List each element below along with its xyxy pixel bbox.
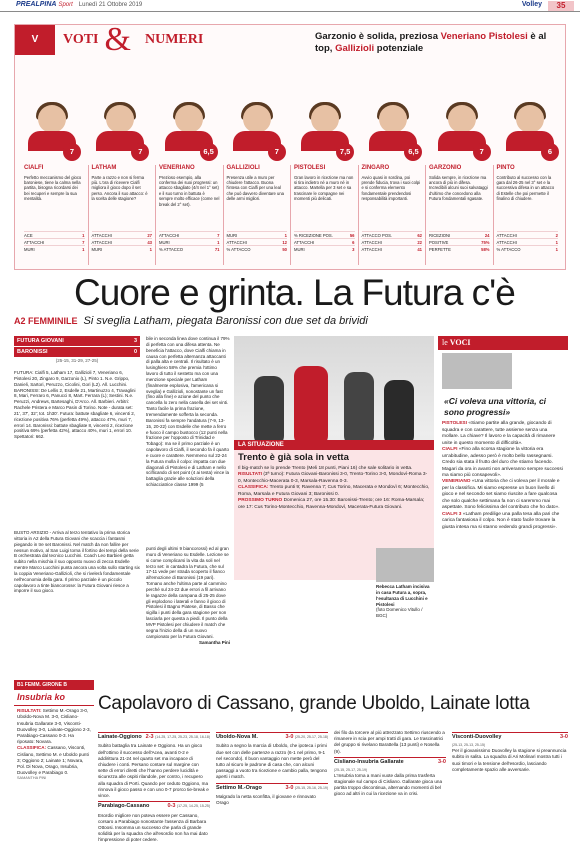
player-column xyxy=(21,165,89,265)
player-photo xyxy=(160,99,218,149)
player-stat: % ATTACCO 1 xyxy=(496,247,558,252)
player-name: GARZONIO xyxy=(429,165,462,171)
player-stat: ATTACCHI 2 xyxy=(496,232,558,238)
player-photo xyxy=(228,99,286,149)
player-name: GALLIZIOLI xyxy=(226,165,260,171)
voti-label: VOTI xyxy=(63,32,99,48)
player-vote-badge: 6 xyxy=(541,143,559,161)
situation-title: Trento è già sola in vetta xyxy=(238,452,349,463)
player-stat: MURI 1 xyxy=(24,247,85,252)
player-name: ZINGARO xyxy=(361,165,390,171)
article-kicker xyxy=(14,315,569,329)
brand-sub: Sport xyxy=(58,1,73,8)
player-name: LATHAM xyxy=(91,165,117,171)
player-stat: ATTACCO POS. 62 xyxy=(361,232,422,238)
voci-body: PISTOLESI «Siamo partite alla grande, giocando di squadra e con carattere, tutte assieme senza una mollare. La chiave? Il lavoro e la capacità di rimanere unite in questo momento di difficoltà». CIALFI «Fino alla scorsa stagione la vittoria era un'abitudine, adesso però è molto bello rassegnarsi. Credo sia stata il frutto del duro che stiamo facendo. Magari da ora in avanti non arriveranno sempre successi ma siamo più consapevoli». VENERIANO «Una vittoria che ci voleva per il morale e per la classifica. Mi siamo espresse un buon livello di gioco e nel secondo set siamo riuscite a fare qualcosa che solo qualche settimana fa non ci saremmo mai aspettate. Sono felicissima del contributo che ho dato». CIALFI 3 «Latham predilige una palla tesa alla pari che carica fantasiosa il colpo. Non è stato facile trovare la giusta intesa ma si stanno vedendo grandi progressi». xyxy=(442,421,563,530)
player-stat: PERFETTE 58% xyxy=(429,247,490,252)
player-vote-badge: 7 xyxy=(63,143,81,161)
score-row: FUTURA GIOVANI 3 xyxy=(14,336,140,346)
player-stat: MURI 1 xyxy=(91,247,152,252)
player-photo xyxy=(364,99,422,149)
girone-b-box xyxy=(14,680,94,834)
caption-photo xyxy=(376,548,434,582)
bottom-col1: Lainate-Oggiono 2-3 (14-25, 17-25, 25-23, 25-18, 16-18) Subito battaglia tra Lainate e Oggiono. Ha un gioco dell'ottimo il successo dell'Acea, avanti 0-2 e addirittura 21-24 nel quarto set ma incapace di chiudere i conti. Persano contare sul margine con sette di errori diretti che l'hanno perdere lucidità e sicurezza alle ospiti rilandole, per contro, i recupero alla squadra di Porti. Quando per ceduto Oggiono, ma rinnova il gioco passo e con uno 0-7 prorco tie-break e vince. Parabiago-Cassano 0-3 (17-25, 14-25, 15-25) Esordio migliore non poteva essere per Cassano, corsaro a Parabiago nonostante l'assenza di Barbara Ottoosi. Insomma un successo che parla di grande solidità per la squadra che all'esordio non ha mai dato l'impressione di poter cedere. xyxy=(98,734,210,843)
match-header: Parabiago-Cassano 0-3 (17-25, 14-25, 15-25) xyxy=(98,803,210,810)
player-column xyxy=(291,165,359,265)
voci-photo xyxy=(442,353,512,389)
article-col1: BUSTO ARSIZIO - Arriva al terzo tentativo la prima storica vittoria in A2 della Futura Giovani che scaccia i fantasmi piegando in tre set Baronissi. Nel match da non fallire per nessun motivo, al San Luigi torna il fortino dei tempi della serie B orchestrata dal tecnico Lucchini. Coach Leo Barbieri getta subito nella mischia il suo opposto nuovo di zecca Esdelle mentre Marco Lucchini punta ancora una volta sullo starting six la coppia Veneriano-Gallizioli, che si rivelerà fondamentale nell'economia della gara. Il primo parziale è un piccolo capolavoro a tinte biancorosse: la Futura Giovani riesce a imporre il suo gioco. xyxy=(14,530,140,594)
player-stat: ATTACCHI 1 xyxy=(496,239,558,245)
match-header: Settimo M.-Orago 3-0 (25-15, 25-16, 25-19) xyxy=(216,784,328,791)
voti-headline: Garzonio è solida, preziosa Veneriano Pistolesi è al top, Gallizioli potenziale xyxy=(315,31,547,54)
player-column xyxy=(156,165,224,265)
player-stat: ATTACCHI 12 xyxy=(226,239,287,245)
player-vote-badge: 7 xyxy=(268,143,286,161)
player-name: CIALFI xyxy=(24,165,44,171)
player-column xyxy=(494,165,562,265)
player-photo xyxy=(91,99,149,149)
lineups-text: FUTURA: Cialfi 5, Latham 17, Gallizioli 7, Veneriano 6, Pistolesi 20, Zingaro 9, Garzonio (L), Pinto 1. N.e. Grippo, Danieli, Sartori, Peruzzo, Cicolini, Gori (L2). All. Lucchini. BARONISSI: De Lellis 2, Esdelle 21, Martinuzzo 4, Travaglini 8, Mari, Ferraro 6, Panucci 8, Mart. Ferrara (L); Sestini. N.e. Peruzzi, Andrews, Bartesaghi, D'Arco. All. Barbieri. Arbitri: Rachele Pristera e Marco Pasin di Torino. Note - durata set: 21', 37', 32'; tot. 1h30'. Futura: battute sbagliate 6, vincenti 2, ricezione positiva 76% (perfetta 49%), attacco 47%, muri 7, errori 14. Baronissi: battute sbagliate 8, vincenti 2, ricezione positiva 69% (perfetta 42%), attacco 40%, muri 1, errori 10. Spettatori: 662. xyxy=(14,370,136,440)
numeri-label: NUMERI xyxy=(144,32,204,48)
photo-caption: Rebecca Latham incisiva in casa Futura a, sopra, l'esultanza di Lucchini e Pistolesi (foto Domenico Vitullo / BGC) xyxy=(376,584,430,619)
player-vote-badge: 7 xyxy=(131,143,149,161)
situation-head: LA SITUAZIONE xyxy=(234,440,434,450)
issue-date: Lunedì 21 Ottobre 2019 xyxy=(78,1,143,8)
player-stat: ATTACCHI 7 xyxy=(24,239,85,245)
player-stat: ATTACCHI 22 xyxy=(361,239,422,245)
player-stat: ATTACCHI 6 xyxy=(294,239,355,245)
article-title: Cuore e grinta. La Futura c'è xyxy=(74,272,515,313)
article-col2: bile in seconda linea dove continua il 79% di perfetta con una difesa attenta. Ne beneficia l'attacco, dove Cialfi chiama in causa con perfetta alternanza attaccanti di palla alta e centrali. Il risultato è un lusinghiero 58% che premia l'ottimo lavoro di tutto il sestetto ma con una menzione speciale per Latham (finalmente esplosiva, l'americana si sveglia) e Gallizioli, nonostante un fast (fino alla fine) e azione del punto che cancella lo zero nella casella dei set vinti. Tanto facile la prima frazione, tremendamente sofferta la seconda. Baronissi fa sempre l'andatura (7-9, 13-15, 20-22) con Esdelle che mette a ferro e fuoco il campo bustocco (12 punti nella frazione per l'opposto di Trinidad e Tobago): ma se il primo parziale è un capolavoro di Cialfi, il secondo fa il quarto e cuore e carattere. Nemmeno sul 22-24 la Futura molla il colpo: impatta con due diagonali di Pistolesi e di Latham e nello sciflicando di set point (4 ai testa) vince la battaglia grazie alle soluzioni della schiacciatrice classe 1999 (5 xyxy=(146,336,230,488)
girone-title: Insubria ko xyxy=(14,690,94,706)
player-comment: Avvio quasi in sordina, poi prende fiducia, trova i suoi colpi e si conferma elemento fondamentale prendendosi responsabilità importanti. xyxy=(361,174,421,202)
voti-title xyxy=(15,20,285,58)
article-col3: punti degli ultimi 9 biancorossi) ed al gran muro di Veneriano su Esdelle. Lezione se si come complicarsi la vita da soli nel terzo set: in cantadra la Futura, che sul 17-11 vede per strada scoperto il fianco all'emozione di Baronissi (19 pari). Tornano anche l'ultima parte al cammino perché sul 24-22 due errori a fil arrivano le ragazze della campana di 25-25 dove gli esplodono i laterali e fanno il gioco di Pistolesi il Bagno Piatese, di Basso che sigilla i punti della gara stagione per non lasciarla per questa a piedi. Il punto della MVP Pistolesi per chiudere il match che segna l'inizio della di un nuovo campionato per la Futura Giovani. Samantha Pini xyxy=(146,546,230,645)
girone-head: B1 FEMM. GIRONE B xyxy=(14,681,94,690)
player-stat: POSITIVE 75% xyxy=(429,239,490,245)
player-column xyxy=(359,165,427,265)
player-name: PINTO xyxy=(496,165,515,171)
kicker-subtitle: Si sveglia Latham, piegata Baronissi con due set da brividi xyxy=(83,315,368,327)
player-vote-badge: 6,5 xyxy=(404,143,422,161)
player-photo xyxy=(433,99,491,149)
player-columns xyxy=(21,165,561,265)
player-comment: Presenza utile a muro per chiudere l'attacco. Buona l'intesa con Cialfi per una leal che può davvero diventare una delle armi migliori. xyxy=(226,174,285,202)
score-row: BARONISSI 0 xyxy=(14,347,140,357)
le-voci-box xyxy=(438,336,568,676)
brand-logo: PREALPINA xyxy=(16,1,57,9)
kicker-label: A2 FEMMINILE xyxy=(14,316,78,326)
match-header: Cisliano-Insubria Gallarate 3-0 xyxy=(334,758,446,765)
bottom-col2: Uboldo-Nova M. 3-0 (25-20, 25-17, 25-18) Subito a segno la marcia di Uboldo, che ipoteca i primi due set con delle partenze a razzo (6-1 nel primo, 9-1 nel secondo). Il buon vantaggio non mette però del tutto al sicuro le padrone di casa che, con alcuni passaggi a vuoto tra ricezione e cambio palla, tengono aperti i match. Settimo M.-Orago 3-0 (25-15, 25-16, 25-19) Malgrado la netta sconfitta, il giovane e rinnovato Orago xyxy=(216,734,328,806)
player-stat: ATTACCHI 43 xyxy=(91,239,152,245)
player-comment: Prezioso esempio, alla conferma dei suoi progressi: un attacco sbagliato (4/4 nel 1° set) e il suo turno in battuta è sempre molto efficace (come nel break del 2° set). xyxy=(159,174,220,207)
volley-badge-icon: V xyxy=(15,25,55,55)
player-stat: MURI 3 xyxy=(294,247,355,252)
player-comment: Contributo al successo con la gara dal 26-25 nel 3° set e la successiva difesa in un attacco di Estelle che poi permette il finalino di chiudere. xyxy=(496,174,555,202)
voci-quote: «Ci voleva una vittoria, ci sono progressi» xyxy=(444,396,547,417)
player-stat: RICEZIONI 24 xyxy=(429,232,490,238)
set-partials: (25-15, 31-29, 27-25) xyxy=(55,358,99,363)
player-stat: ATTACCHI 41 xyxy=(361,247,422,252)
voti-numeri-panel xyxy=(14,20,566,270)
player-name: VENERIANO xyxy=(159,165,195,171)
player-stat: ATTACCHI 7 xyxy=(159,232,220,238)
player-stat: % ATTACCO 71 xyxy=(159,247,220,252)
page-header xyxy=(0,0,580,12)
player-comment: Parte a razzo e non si ferma più. L'ora di ricevere Cialfi migliora il gioco dopo il set perso. Ancora il suo attacco: è la scelta delle stagione? xyxy=(91,174,148,202)
player-stat: ATTACCHI 27 xyxy=(91,232,152,238)
player-stat: % ATTACCO 50 xyxy=(226,247,287,252)
player-comment: Gran lavoro in ricezione ma non si tira indietro né a muro né in attacco. Martella per 3 set e sa trascinare le compagne nei momenti più delicati. xyxy=(294,174,354,202)
girone-body: RISULTATI: Settimo M.-Orago 3-0, Uboldo-Nova M. 3-0, Cisliano-Insubria Gallarate 3-0, Visconti-Duovolley 3-0, Lainate-Oggiono 2-3, Parabiago-Cassano 0-3. Ha riposato: Novara. CLASSIFICA: Cassano, Visconti, Cisliano, Settimo M. e Uboldo punti 3; Oggiono 2; Lainate 1; Novara, Pol. Di Nova, Orago, Insubria, Duovolley e Parabiago 0. SAMANTHA PINI xyxy=(17,708,91,781)
player-photo xyxy=(296,99,354,149)
player-vote-badge: 7 xyxy=(473,143,491,161)
bottom-article-title: Capolavoro di Cassano, grande Uboldo, Lainate lotta xyxy=(98,693,530,714)
ampersand: & xyxy=(104,20,131,58)
section-name: Volley xyxy=(521,1,542,9)
player-comment: Solida sempre, in ricezione ma ancora di più in difesa. Incredibili alcuni suoi salvataggi d'ultimo che concedono alla Futura fondamentali sgasate. xyxy=(429,174,488,202)
player-photo xyxy=(23,99,81,149)
player-votes xyxy=(23,143,559,163)
player-column xyxy=(224,165,292,265)
bottom-col4: Visconti-Duovolley 3-0 (25-13, 25-13, 25-15) Per il giovanissimo Duovolley la stagione si preannuncia subito in salita. La squadra di Ari Molinari mostra tutti i suoi timori e la tensione dell'esordio, lasciando completamente spazio alle avversarie. xyxy=(452,734,568,772)
situation-body: Il big-match se lo prende Trento (Meli 18 punti, Piani 16) che sale solitario in vetta. RISULTATI (3ª turno): Futura Giovani-Baronissi 3-0, Trento-Torino 3-0, Mondovì-Roma 3-0, Montecchio-Macerata 0-3, Marsala-Ravenna 0-3. CLASSIFICA: Trento punti 9; Ravenna 7; Cus Torino, Macerata e Mondovì 6; Montecchio, Roma, Marsala e Futura Giovani 3; Baronissi 0. PROSSIMO TURNO Domenica 27, ore 15.30: Baronissi-Trento; ore 16: Roma-Marsala; ore 17: Cus Torino-Montecchio, Ravenna-Mondovì, Macerata-Futura Giovani. xyxy=(238,465,430,510)
player-comment: Perfetto meccanismo del gioco baroniese, tiene la calma nella partita, bisogna ricordarsi dei bei recuperi e sempre la sua mentalità. xyxy=(24,174,82,202)
match-scorebox xyxy=(14,336,140,370)
player-vote-badge: 7,5 xyxy=(336,143,354,161)
player-stat: ACE 1 xyxy=(24,232,85,238)
player-vote-badge: 6,5 xyxy=(200,143,218,161)
player-stat: MURI 1 xyxy=(159,239,220,245)
article-signature: Samantha Pini xyxy=(198,639,230,645)
match-header: Lainate-Oggiono 2-3 (14-25, 17-25, 25-23, 25-18, 16-18) xyxy=(98,734,210,740)
page-number: 35 xyxy=(548,1,574,11)
bottom-col3: dei filo da torcere al più attrezzato Settimo riuscendo a rimanere in scia per ampi tratti di gara. Le trascinatrici del gruppo si rivelano Barattella (13 punti) e Nosella (9). Cisliano-Insubria Gallarate 3-0 (25-15, 25-17, 25-19) L'Insubria torna a mani vuote dalla prima trasferta stagionale sul campo di Cisliano. Gallarate gioca una partita troppo discontinua, alternando momenti di bel gioco ad altri in cui la ricezione va in crisi. xyxy=(334,730,446,797)
voci-head: le VOCI xyxy=(438,336,568,350)
player-stat: MURI 1 xyxy=(226,232,287,238)
player-photo xyxy=(501,99,559,149)
match-header: Visconti-Duovolley 3-0 xyxy=(452,734,568,740)
match-header: Uboldo-Nova M. 3-0 (25-20, 25-17, 25-18) xyxy=(216,734,328,740)
player-name: PISTOLESI xyxy=(294,165,326,171)
player-stat: % RICEZIONE POS. 56 xyxy=(294,232,355,238)
player-column xyxy=(426,165,494,265)
player-column xyxy=(89,165,157,265)
